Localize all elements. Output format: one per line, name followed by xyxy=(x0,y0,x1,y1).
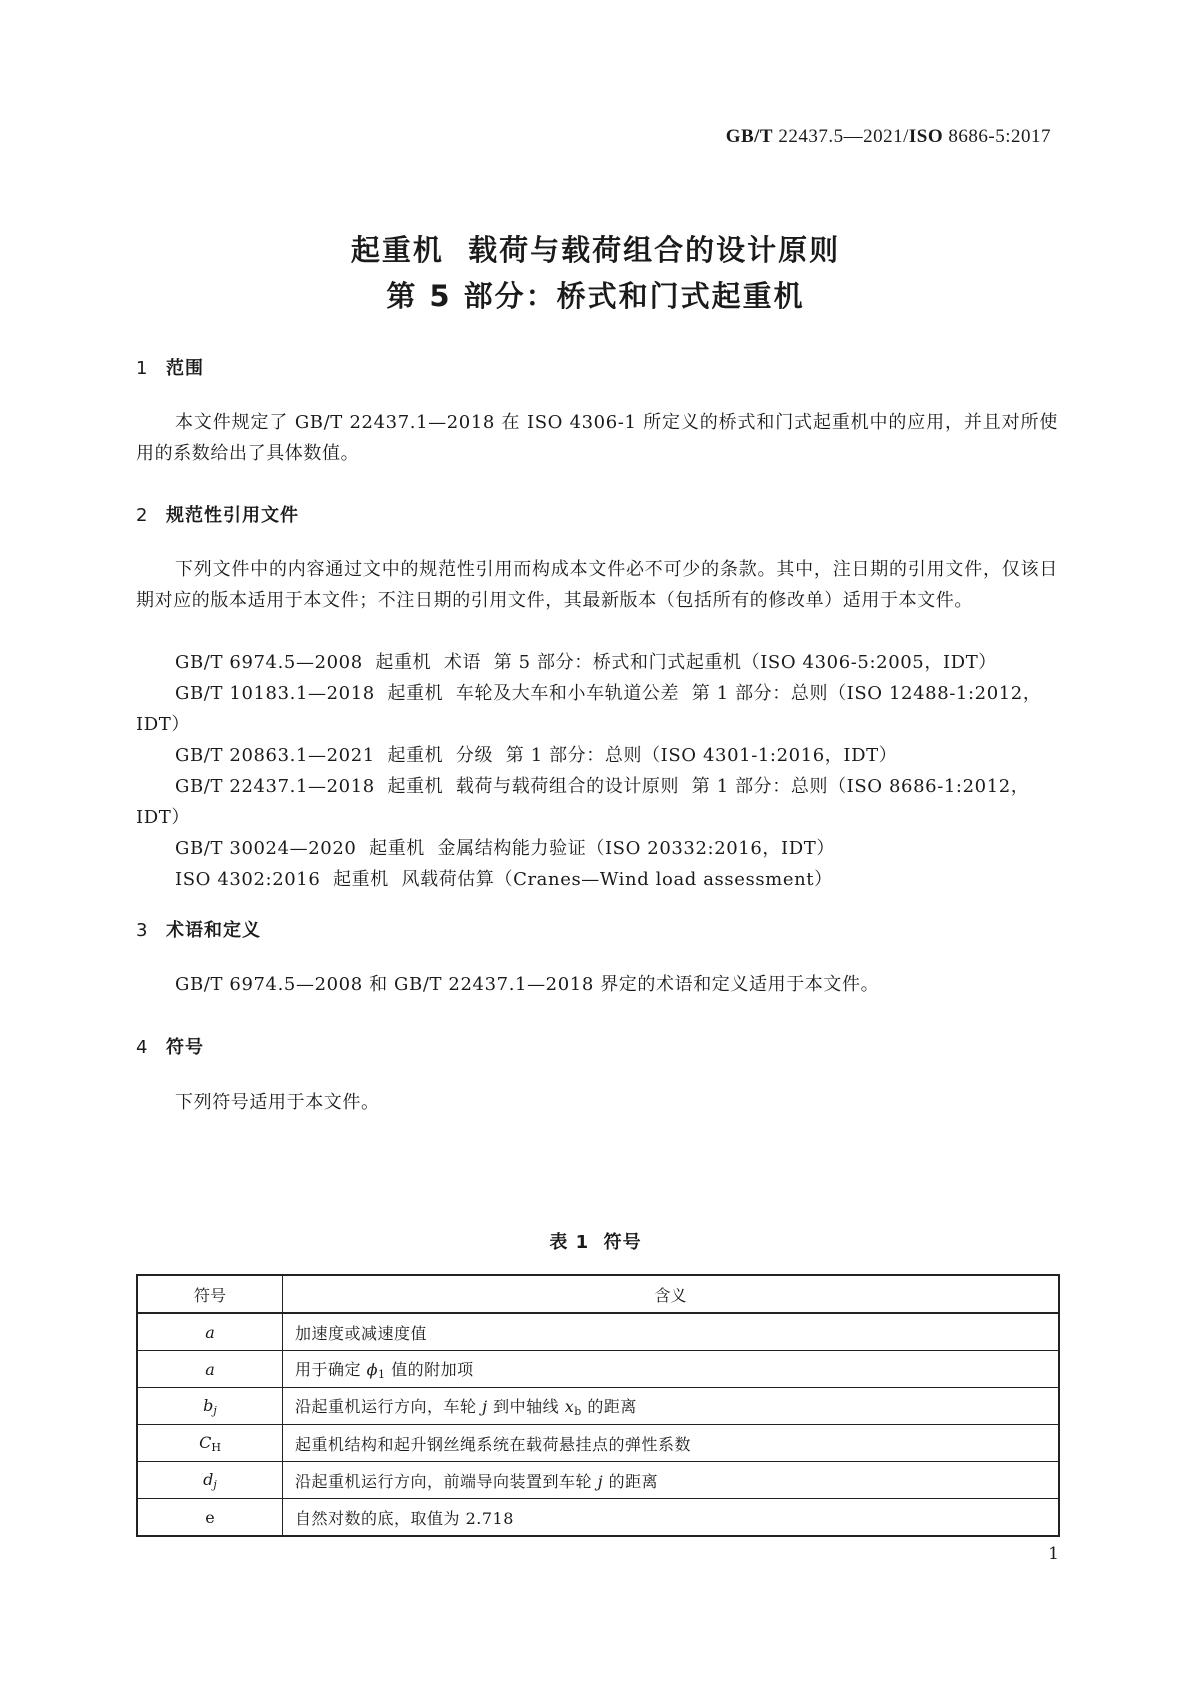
section-heading-scope xyxy=(136,354,204,380)
meaning-symbol: ϕ xyxy=(366,1360,378,1379)
section-number: 4 xyxy=(136,1037,149,1058)
table-row xyxy=(137,1388,1059,1425)
table-row xyxy=(137,1499,1059,1537)
section-heading-symbols xyxy=(136,1033,204,1059)
table-caption: 表 1 符号 xyxy=(549,1232,642,1253)
meaning-cell xyxy=(283,1462,1060,1499)
symbol-cell xyxy=(137,1351,283,1388)
table-row xyxy=(137,1351,1059,1388)
symbol-cell xyxy=(137,1499,283,1537)
meaning-subscript: 1 xyxy=(378,1368,386,1381)
reference-item: GB/T 10183.1—2018 起重机 车轮及大车和小车轨道公差 第 1 部分：总则（ISO 12488-1:2012，IDT） xyxy=(136,683,1042,735)
meaning-symbol: j xyxy=(482,1397,488,1416)
symbol-text: d xyxy=(203,1469,214,1489)
section-title: 范围 xyxy=(166,358,204,379)
std-number-gb: 22437.5—2021/ xyxy=(773,126,909,147)
standard-number-header xyxy=(726,126,1051,148)
meaning-cell xyxy=(283,1351,1060,1388)
symbol-text: a xyxy=(205,1359,215,1379)
symbols-intro-paragraph: 下列符号适用于本文件。 xyxy=(175,1092,380,1113)
symbol-cell xyxy=(137,1388,283,1425)
table-row xyxy=(137,1425,1059,1462)
table-row xyxy=(137,1462,1059,1499)
reference-item: GB/T 22437.1—2018 起重机 载荷与载荷组合的设计原则 第 1 部分：总则（ISO 8686-1:2012，IDT） xyxy=(136,776,1030,828)
std-prefix-iso: ISO xyxy=(908,126,944,147)
page-number: 1 xyxy=(1048,1544,1059,1564)
document-title-line1: 起重机 载荷与载荷组合的设计原则 xyxy=(350,233,841,267)
reference-item: GB/T 6974.5—2008 起重机 术语 第 5 部分：桥式和门式起重机（ISO 4306-5:2005，IDT） xyxy=(175,652,997,673)
symbol-text: e xyxy=(205,1507,215,1527)
symbol-subscript: H xyxy=(211,1440,221,1454)
scope-paragraph: 本文件规定了 GB/T 22437.1—2018 在 ISO 4306-1 所定义的桥式和门式起重机中的应用，并且对所使用的系数给出了具体数值。 xyxy=(136,412,1058,464)
meaning-text: 沿起重机运行方向，前端导向装置到车轮 xyxy=(295,1471,598,1491)
meaning-text: 的距离 xyxy=(581,1397,637,1416)
meaning-text: 到中轴线 xyxy=(487,1397,565,1416)
reference-item: ISO 4302:2016 起重机 风载荷估算（Cranes—Wind load assessment） xyxy=(175,869,833,890)
meaning-cell: 自然对数的底，取值为 2.718 xyxy=(283,1499,1060,1537)
section-heading-normative-references xyxy=(136,501,299,527)
column-header-meaning: 含义 xyxy=(283,1275,1060,1313)
document-title-line2: 第 5 部分：桥式和门式起重机 xyxy=(386,279,805,313)
symbols-table xyxy=(136,1274,1060,1537)
section-number: 2 xyxy=(136,505,149,526)
reference-item: GB/T 20863.1—2021 起重机 分级 第 1 部分：总则（ISO 4301-1:2016，IDT） xyxy=(175,745,898,766)
meaning-text: 沿起重机运行方向，车轮 xyxy=(295,1397,483,1416)
symbol-subscript: j xyxy=(213,1403,217,1417)
symbol-text: C xyxy=(199,1432,212,1452)
meaning-text: 值的附加项 xyxy=(385,1360,474,1379)
meaning-symbol: j xyxy=(597,1471,604,1491)
section-title: 符号 xyxy=(166,1037,204,1058)
table-header-row xyxy=(137,1275,1059,1313)
terms-paragraph: GB/T 6974.5—2008 和 GB/T 22437.1—2018 界定的术语和定义适用于本文件。 xyxy=(175,974,880,995)
meaning-cell: 加速度或减速度值 xyxy=(283,1313,1060,1351)
std-prefix-gbt: GB/T xyxy=(725,126,774,147)
std-number-iso: 8686-5:2017 xyxy=(943,126,1051,147)
meaning-cell: 起重机结构和起升钢丝绳系统在载荷悬挂点的弹性系数 xyxy=(283,1425,1060,1462)
meaning-subscript: b xyxy=(574,1405,582,1418)
meaning-text: 用于确定 xyxy=(295,1360,367,1379)
section-title: 规范性引用文件 xyxy=(166,505,299,526)
symbol-cell xyxy=(137,1313,283,1351)
column-header-symbol: 符号 xyxy=(137,1275,283,1313)
symbol-text: a xyxy=(205,1322,215,1342)
meaning-symbol: x xyxy=(564,1397,575,1416)
symbol-text: b xyxy=(203,1395,214,1415)
normref-intro-paragraph: 下列文件中的内容通过文中的规范性引用而构成本文件必不可少的条款。其中，注日期的引用文件，仅该日期对应的版本适用于本文件；不注日期的引用文件，其最新版本（包括所有的修改单）适用于本文件。 xyxy=(136,559,1058,611)
table-row xyxy=(137,1313,1059,1351)
section-title: 术语和定义 xyxy=(166,920,261,941)
symbol-cell xyxy=(137,1425,283,1462)
meaning-text: 的距离 xyxy=(603,1471,659,1491)
section-number: 3 xyxy=(136,920,149,941)
section-heading-terms xyxy=(136,916,261,942)
section-number: 1 xyxy=(136,358,149,379)
symbol-cell xyxy=(137,1462,283,1499)
meaning-cell xyxy=(283,1388,1060,1425)
symbol-subscript: j xyxy=(213,1477,217,1491)
reference-item: GB/T 30024—2020 起重机 金属结构能力验证（ISO 20332:2016，IDT） xyxy=(175,838,835,859)
